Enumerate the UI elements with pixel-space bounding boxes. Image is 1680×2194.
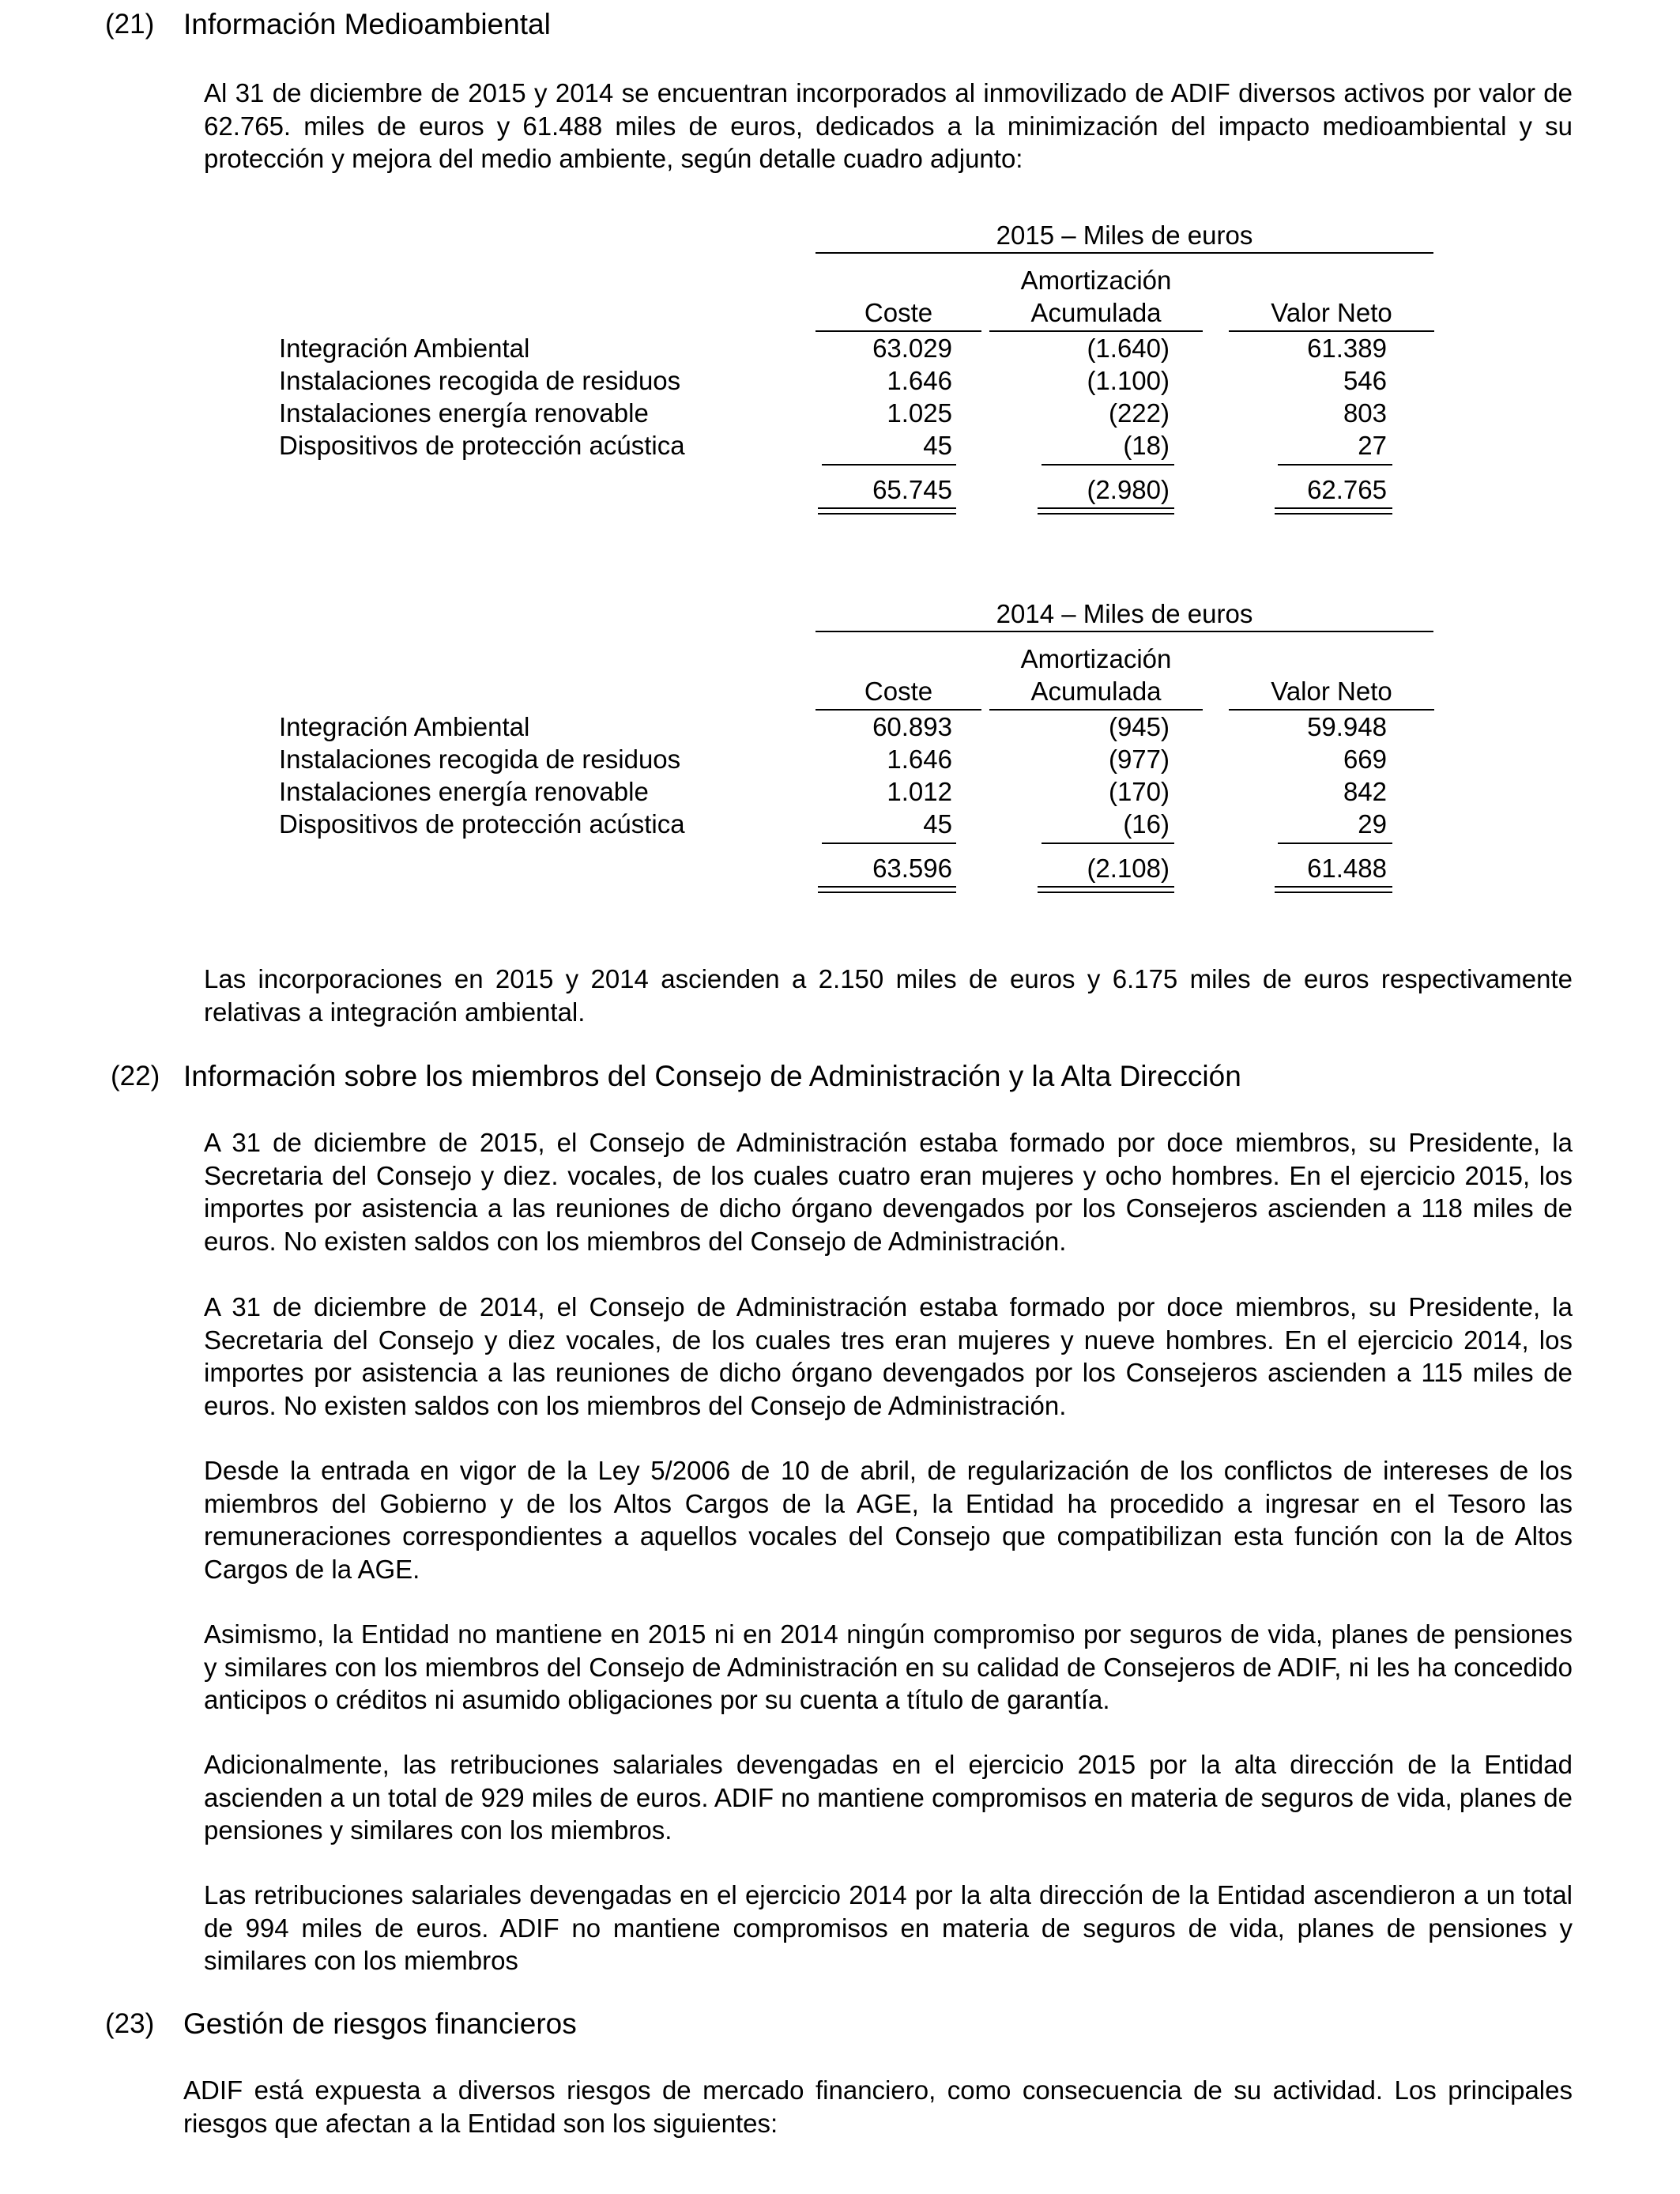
table-2014 bbox=[0, 379, 1680, 932]
cell-coste: 1.025 bbox=[887, 398, 952, 428]
col-header-acumulada: Acumulada bbox=[1030, 298, 1162, 327]
total-amortizacion: (2.108) bbox=[1087, 854, 1170, 883]
row-label: Integración Ambiental bbox=[279, 334, 530, 363]
subtotal-rule-coste bbox=[822, 843, 956, 844]
col-header-coste: Coste bbox=[864, 298, 933, 327]
cell-amortizacion: (16) bbox=[1123, 809, 1170, 839]
cell-coste: 1.646 bbox=[887, 745, 952, 774]
section-22-paragraph: A 31 de diciembre de 2014, el Consejo de Administración estaba formado por doce miembros, su Presidente, la Secretaria del Consejo y diez vocales, de los cuales tres eran mujeres y nueve hombres. En el ejercicio 2014, los importes por asistencia a las reuniones de dicho órgano devengados por los Consejeros ascienden a 115 miles de euros. No existen saldos con los miembros del Consejo de Administración. bbox=[204, 1292, 1573, 1420]
cell-coste: 60.893 bbox=[872, 712, 952, 741]
section-22-paragraph: Adicionalmente, las retribuciones salariales devengadas en el ejercicio 2015 por la alta dirección de la Entidad ascienden a un total de 929 miles de euros. ADIF no mantiene compromisos en materia de seguros de vida, planes de pensiones y similares con los miembros. bbox=[204, 1750, 1573, 1845]
row-label: Instalaciones energía renovable bbox=[279, 777, 649, 806]
caption-rule bbox=[816, 631, 1433, 632]
table-caption: 2015 – Miles de euros bbox=[996, 221, 1253, 250]
cell-valor-neto: 59.948 bbox=[1307, 712, 1387, 741]
row-label: Dispositivos de protección acústica bbox=[279, 431, 685, 460]
cell-amortizacion: (977) bbox=[1108, 745, 1170, 774]
total-valor-neto: 62.765 bbox=[1307, 475, 1387, 504]
row-label: Instalaciones energía renovable bbox=[279, 398, 649, 428]
row-label: Integración Ambiental bbox=[279, 712, 530, 741]
col-header-valor-neto: Valor Neto bbox=[1271, 298, 1392, 327]
section-21-closing: Las incorporaciones en 2015 y 2014 ascienden a 2.150 miles de euros y 6.175 miles de euros respectivamente relativas a integración ambiental. bbox=[204, 964, 1573, 1027]
section-22-paragraph: Las retribuciones salariales devengadas en el ejercicio 2014 por la alta dirección de la Entidad ascendieron a un total de 994 miles de euros. ADIF no mantiene compromisos en materia de seguros de vida, planes de pensiones y similares con los miembros bbox=[204, 1880, 1573, 1975]
row-label: Instalaciones recogida de residuos bbox=[279, 366, 681, 395]
row-label: Instalaciones recogida de residuos bbox=[279, 745, 681, 774]
col-header-valor-neto: Valor Neto bbox=[1271, 677, 1392, 706]
caption-rule bbox=[816, 252, 1433, 254]
section-22-paragraph: Desde la entrada en vigor de la Ley 5/2006 de 10 de abril, de regularización de los conflictos de intereses de los miembros del Gobierno y de los Altos Cargos de la AGE, la Entidad ha procedido a ingresar en el Tesoro las remuneraciones correspondientes a aquellos vocales del Consejo que compatibilizan esta función con la de Altos Cargos de la AGE. bbox=[204, 1456, 1573, 1584]
cell-valor-neto: 803 bbox=[1343, 398, 1387, 428]
col-header-coste: Coste bbox=[864, 677, 933, 706]
cell-valor-neto: 61.389 bbox=[1307, 334, 1387, 363]
col-header-acumulada: Acumulada bbox=[1030, 677, 1162, 706]
total-double-rule-coste bbox=[818, 886, 956, 888]
total-coste: 63.596 bbox=[872, 854, 952, 883]
total-double-rule-amort bbox=[1038, 892, 1174, 893]
cell-valor-neto: 546 bbox=[1343, 366, 1387, 395]
cell-coste: 45 bbox=[923, 809, 952, 839]
total-double-rule-neto bbox=[1275, 892, 1392, 893]
cell-valor-neto: 842 bbox=[1343, 777, 1387, 806]
table-caption: 2014 – Miles de euros bbox=[996, 599, 1253, 628]
section-21-number: (21) bbox=[105, 9, 155, 40]
section-22-paragraph: A 31 de diciembre de 2015, el Consejo de Administración estaba formado por doce miembros, su Presidente, la Secretaria del Consejo y diez. vocales, de los cuales cuatro eran mujeres y ocho hombres. En el ejercicio 2015, los importes por asistencia a las reuniones de dicho órgano devengados por los Consejeros ascienden a 118 miles de euros. No existen saldos con los miembros del Consejo de Administración. bbox=[204, 1128, 1573, 1256]
section-21-title: Información Medioambiental bbox=[183, 8, 551, 40]
section-22-number: (22) bbox=[111, 1061, 160, 1091]
subtotal-rule-neto bbox=[1278, 843, 1392, 844]
total-double-rule-coste bbox=[818, 892, 956, 893]
cell-amortizacion: (18) bbox=[1123, 431, 1170, 460]
section-22-title: Información sobre los miembros del Consejo de Administración y la Alta Dirección bbox=[183, 1060, 1241, 1092]
row-label: Dispositivos de protección acústica bbox=[279, 809, 685, 839]
cell-coste: 1.646 bbox=[887, 366, 952, 395]
section-23-intro: ADIF está expuesta a diversos riesgos de mercado financiero, como consecuencia de su actividad. Los principales riesgos que afectan a la Entidad son los siguientes: bbox=[183, 2075, 1573, 2138]
total-coste: 65.745 bbox=[872, 475, 952, 504]
cell-coste: 63.029 bbox=[872, 334, 952, 363]
cell-amortizacion: (945) bbox=[1108, 712, 1170, 741]
total-amortizacion: (2.980) bbox=[1087, 475, 1170, 504]
section-22-paragraph: Asimismo, la Entidad no mantiene en 2015 ni en 2014 ningún compromiso por seguros de vida, planes de pensiones y similares con los miembros del Consejo de Administración en su calidad de Consejeros de ADIF, ni les ha concedido anticipos o créditos ni asumido obligaciones por su cuenta a título de garantía. bbox=[204, 1619, 1573, 1714]
total-double-rule-amort bbox=[1038, 886, 1174, 888]
cell-coste: 1.012 bbox=[887, 777, 952, 806]
cell-amortizacion: (1.640) bbox=[1087, 334, 1170, 363]
total-valor-neto: 61.488 bbox=[1307, 854, 1387, 883]
cell-valor-neto: 669 bbox=[1343, 745, 1387, 774]
cell-valor-neto: 29 bbox=[1358, 809, 1387, 839]
header-rule-amort bbox=[989, 709, 1203, 711]
cell-valor-neto: 27 bbox=[1358, 431, 1387, 460]
cell-amortizacion: (222) bbox=[1108, 398, 1170, 428]
col-header-amortizacion: Amortización bbox=[1020, 266, 1172, 295]
total-double-rule-neto bbox=[1275, 886, 1392, 888]
section-23-number: (23) bbox=[105, 2008, 155, 2039]
cell-coste: 45 bbox=[923, 431, 952, 460]
subtotal-rule-amort bbox=[1042, 843, 1174, 844]
section-21-intro: Al 31 de diciembre de 2015 y 2014 se encuentran incorporados al inmovilizado de ADIF diversos activos por valor de 62.765. miles de euros y 61.488 miles de euros, dedicados a la minimización del impacto medioambiental y su protección y mejora del medio ambiente, según detalle cuadro adjunto: bbox=[204, 78, 1573, 173]
section-23-title: Gestión de riesgos financieros bbox=[183, 2007, 577, 2040]
cell-amortizacion: (1.100) bbox=[1087, 366, 1170, 395]
col-header-amortizacion: Amortización bbox=[1020, 644, 1172, 673]
cell-amortizacion: (170) bbox=[1108, 777, 1170, 806]
